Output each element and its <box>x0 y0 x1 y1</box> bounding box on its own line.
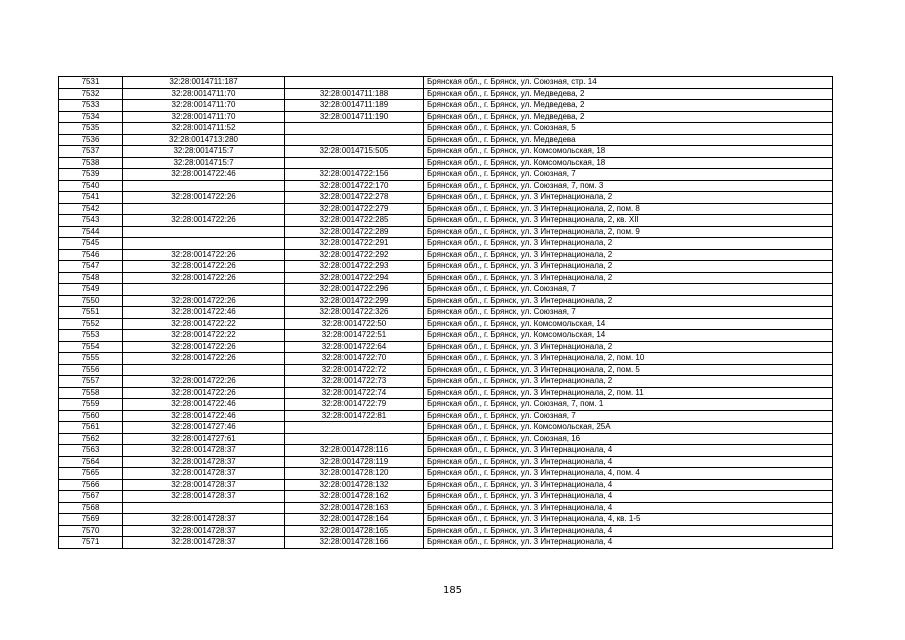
address-cell: Брянская обл., г. Брянск, ул. 3 Интернационала, 2 <box>424 238 833 250</box>
address-cell: Брянская обл., г. Брянск, ул. 3 Интернационала, 4, пом. 4 <box>424 468 833 480</box>
object-cadastral-number-cell: 32:28:0014722:64 <box>285 341 424 353</box>
address-cell: Брянская обл., г. Брянск, ул. Союзная, 7 <box>424 169 833 181</box>
object-cadastral-number-cell: 32:28:0014722:278 <box>285 192 424 204</box>
row-number-cell: 7562 <box>59 433 123 445</box>
table-row <box>59 226 833 238</box>
address-cell: Брянская обл., г. Брянск, ул. 3 Интернационала, 4 <box>424 491 833 503</box>
parcel-cadastral-number-cell: 32:28:0014728:37 <box>123 479 285 491</box>
address-cell: Брянская обл., г. Брянск, ул. 3 Интернационала, 2 <box>424 272 833 284</box>
row-number-cell: 7551 <box>59 307 123 319</box>
object-cadastral-number-cell <box>285 422 424 434</box>
parcel-cadastral-number-cell: 32:28:0014711:52 <box>123 123 285 135</box>
address-cell: Брянская обл., г. Брянск, ул. Союзная, 16 <box>424 433 833 445</box>
parcel-cadastral-number-cell: 32:28:0014722:26 <box>123 387 285 399</box>
row-number-cell: 7544 <box>59 226 123 238</box>
table-row <box>59 525 833 537</box>
address-cell: Брянская обл., г. Брянск, ул. 3 Интернационала, 4 <box>424 456 833 468</box>
parcel-cadastral-number-cell: 32:28:0014727:46 <box>123 422 285 434</box>
table-row <box>59 445 833 457</box>
address-cell: Брянская обл., г. Брянск, ул. 3 Интернационала, 2, пом. 11 <box>424 387 833 399</box>
parcel-cadastral-number-cell: 32:28:0014722:26 <box>123 341 285 353</box>
parcel-cadastral-number-cell <box>123 502 285 514</box>
address-cell: Брянская обл., г. Брянск, ул. 3 Интернационала, 4, кв. 1-5 <box>424 514 833 526</box>
address-cell: Брянская обл., г. Брянск, ул. 3 Интернационала, 4 <box>424 479 833 491</box>
address-cell: Брянская обл., г. Брянск, ул. Комсомольская, 18 <box>424 157 833 169</box>
parcel-cadastral-number-cell: 32:28:0014728:37 <box>123 525 285 537</box>
address-cell: Брянская обл., г. Брянск, ул. Союзная, 7 <box>424 307 833 319</box>
table-row <box>59 456 833 468</box>
object-cadastral-number-cell: 32:28:0014711:189 <box>285 100 424 112</box>
row-number-cell: 7552 <box>59 318 123 330</box>
table-row <box>59 146 833 158</box>
parcel-cadastral-number-cell: 32:28:0014728:37 <box>123 537 285 549</box>
address-cell: Брянская обл., г. Брянск, ул. Медведева, 2 <box>424 88 833 100</box>
row-number-cell: 7556 <box>59 364 123 376</box>
address-cell: Брянская обл., г. Брянск, ул. 3 Интернационала, 2 <box>424 249 833 261</box>
table-row <box>59 215 833 227</box>
row-number-cell: 7539 <box>59 169 123 181</box>
address-cell: Брянская обл., г. Брянск, ул. Медведева, 2 <box>424 111 833 123</box>
address-cell: Брянская обл., г. Брянск, ул. Союзная, 7 <box>424 410 833 422</box>
parcel-cadastral-number-cell: 32:28:0014722:26 <box>123 353 285 365</box>
parcel-cadastral-number-cell: 32:28:0014728:37 <box>123 468 285 480</box>
object-cadastral-number-cell: 32:28:0014722:279 <box>285 203 424 215</box>
parcel-cadastral-number-cell <box>123 226 285 238</box>
row-number-cell: 7533 <box>59 100 123 112</box>
row-number-cell: 7553 <box>59 330 123 342</box>
table-row <box>59 376 833 388</box>
parcel-cadastral-number-cell: 32:28:0014722:26 <box>123 192 285 204</box>
address-cell: Брянская обл., г. Брянск, ул. Комсомольская, 14 <box>424 318 833 330</box>
object-cadastral-number-cell: 32:28:0014722:50 <box>285 318 424 330</box>
object-cadastral-number-cell: 32:28:0014722:326 <box>285 307 424 319</box>
object-cadastral-number-cell: 32:28:0014722:292 <box>285 249 424 261</box>
address-cell: Брянская обл., г. Брянск, ул. Союзная, 7 <box>424 284 833 296</box>
parcel-cadastral-number-cell: 32:28:0014722:22 <box>123 318 285 330</box>
row-number-cell: 7531 <box>59 77 123 89</box>
address-cell: Брянская обл., г. Брянск, ул. Комсомольская, 18 <box>424 146 833 158</box>
row-number-cell: 7549 <box>59 284 123 296</box>
address-cell: Брянская обл., г. Брянск, ул. Медведева <box>424 134 833 146</box>
table-row <box>59 192 833 204</box>
table-row <box>59 399 833 411</box>
row-number-cell: 7534 <box>59 111 123 123</box>
table-row <box>59 134 833 146</box>
cadastral-table-body <box>59 77 833 549</box>
parcel-cadastral-number-cell: 32:28:0014715:7 <box>123 157 285 169</box>
row-number-cell: 7570 <box>59 525 123 537</box>
parcel-cadastral-number-cell: 32:28:0014728:37 <box>123 514 285 526</box>
parcel-cadastral-number-cell <box>123 364 285 376</box>
address-cell: Брянская обл., г. Брянск, ул. Медведева, 2 <box>424 100 833 112</box>
table-row <box>59 433 833 445</box>
address-cell: Брянская обл., г. Брянск, ул. Комсомольская, 14 <box>424 330 833 342</box>
table-row <box>59 272 833 284</box>
address-cell: Брянская обл., г. Брянск, ул. 3 Интернационала, 2 <box>424 295 833 307</box>
table-row <box>59 318 833 330</box>
row-number-cell: 7541 <box>59 192 123 204</box>
table-row <box>59 238 833 250</box>
row-number-cell: 7545 <box>59 238 123 250</box>
parcel-cadastral-number-cell: 32:28:0014722:26 <box>123 376 285 388</box>
parcel-cadastral-number-cell: 32:28:0014722:46 <box>123 169 285 181</box>
address-cell: Брянская обл., г. Брянск, ул. 3 Интернационала, 4 <box>424 445 833 457</box>
object-cadastral-number-cell: 32:28:0014722:285 <box>285 215 424 227</box>
address-cell: Брянская обл., г. Брянск, ул. Комсомольская, 25А <box>424 422 833 434</box>
object-cadastral-number-cell: 32:28:0014722:81 <box>285 410 424 422</box>
parcel-cadastral-number-cell: 32:28:0014722:26 <box>123 215 285 227</box>
parcel-cadastral-number-cell: 32:28:0014711:70 <box>123 88 285 100</box>
object-cadastral-number-cell: 32:28:0014722:156 <box>285 169 424 181</box>
address-cell: Брянская обл., г. Брянск, ул. Союзная, 5 <box>424 123 833 135</box>
object-cadastral-number-cell: 32:28:0014722:294 <box>285 272 424 284</box>
object-cadastral-number-cell: 32:28:0014728:163 <box>285 502 424 514</box>
address-cell: Брянская обл., г. Брянск, ул. 3 Интернационала, 2, пом. 8 <box>424 203 833 215</box>
address-cell: Брянская обл., г. Брянск, ул. 3 Интернационала, 4 <box>424 537 833 549</box>
row-number-cell: 7550 <box>59 295 123 307</box>
parcel-cadastral-number-cell: 32:28:0014711:187 <box>123 77 285 89</box>
parcel-cadastral-number-cell <box>123 238 285 250</box>
object-cadastral-number-cell <box>285 123 424 135</box>
object-cadastral-number-cell: 32:28:0014722:72 <box>285 364 424 376</box>
page-number: 185 <box>442 585 463 596</box>
table-row <box>59 261 833 273</box>
address-cell: Брянская обл., г. Брянск, ул. Союзная, 7, пом. 3 <box>424 180 833 192</box>
row-number-cell: 7540 <box>59 180 123 192</box>
table-row <box>59 180 833 192</box>
parcel-cadastral-number-cell: 32:28:0014722:46 <box>123 410 285 422</box>
object-cadastral-number-cell <box>285 134 424 146</box>
parcel-cadastral-number-cell <box>123 203 285 215</box>
object-cadastral-number-cell: 32:28:0014722:299 <box>285 295 424 307</box>
row-number-cell: 7568 <box>59 502 123 514</box>
object-cadastral-number-cell: 32:28:0014722:296 <box>285 284 424 296</box>
row-number-cell: 7569 <box>59 514 123 526</box>
table-row <box>59 249 833 261</box>
object-cadastral-number-cell: 32:28:0014722:170 <box>285 180 424 192</box>
parcel-cadastral-number-cell <box>123 180 285 192</box>
row-number-cell: 7546 <box>59 249 123 261</box>
object-cadastral-number-cell <box>285 433 424 445</box>
object-cadastral-number-cell: 32:28:0014728:162 <box>285 491 424 503</box>
row-number-cell: 7560 <box>59 410 123 422</box>
address-cell: Брянская обл., г. Брянск, ул. 3 Интернационала, 2, кв. XII <box>424 215 833 227</box>
object-cadastral-number-cell <box>285 157 424 169</box>
address-cell: Брянская обл., г. Брянск, ул. 3 Интернационала, 4 <box>424 525 833 537</box>
table-row <box>59 364 833 376</box>
object-cadastral-number-cell: 32:28:0014722:79 <box>285 399 424 411</box>
parcel-cadastral-number-cell: 32:28:0014715:7 <box>123 146 285 158</box>
parcel-cadastral-number-cell: 32:28:0014711:70 <box>123 111 285 123</box>
parcel-cadastral-number-cell: 32:28:0014728:37 <box>123 456 285 468</box>
parcel-cadastral-number-cell: 32:28:0014722:26 <box>123 261 285 273</box>
address-cell: Брянская обл., г. Брянск, ул. 3 Интернационала, 2, пом. 9 <box>424 226 833 238</box>
table-row <box>59 77 833 89</box>
row-number-cell: 7542 <box>59 203 123 215</box>
row-number-cell: 7561 <box>59 422 123 434</box>
address-cell: Брянская обл., г. Брянск, ул. Союзная, 7, пом. 1 <box>424 399 833 411</box>
parcel-cadastral-number-cell: 32:28:0014728:37 <box>123 445 285 457</box>
parcel-cadastral-number-cell: 32:28:0014713:280 <box>123 134 285 146</box>
table-row <box>59 422 833 434</box>
object-cadastral-number-cell: 32:28:0014722:74 <box>285 387 424 399</box>
row-number-cell: 7554 <box>59 341 123 353</box>
address-cell: Брянская обл., г. Брянск, ул. 3 Интернационала, 2 <box>424 192 833 204</box>
table-row <box>59 203 833 215</box>
row-number-cell: 7566 <box>59 479 123 491</box>
row-number-cell: 7536 <box>59 134 123 146</box>
object-cadastral-number-cell: 32:28:0014722:51 <box>285 330 424 342</box>
table-row <box>59 502 833 514</box>
row-number-cell: 7565 <box>59 468 123 480</box>
row-number-cell: 7557 <box>59 376 123 388</box>
object-cadastral-number-cell: 32:28:0014722:291 <box>285 238 424 250</box>
object-cadastral-number-cell: 32:28:0014728:132 <box>285 479 424 491</box>
object-cadastral-number-cell: 32:28:0014722:293 <box>285 261 424 273</box>
row-number-cell: 7564 <box>59 456 123 468</box>
object-cadastral-number-cell: 32:28:0014711:188 <box>285 88 424 100</box>
row-number-cell: 7532 <box>59 88 123 100</box>
object-cadastral-number-cell: 32:28:0014728:166 <box>285 537 424 549</box>
object-cadastral-number-cell: 32:28:0014728:119 <box>285 456 424 468</box>
parcel-cadastral-number-cell: 32:28:0014722:46 <box>123 399 285 411</box>
object-cadastral-number-cell: 32:28:0014722:289 <box>285 226 424 238</box>
table-row <box>59 169 833 181</box>
table-row <box>59 123 833 135</box>
table-row <box>59 157 833 169</box>
row-number-cell: 7559 <box>59 399 123 411</box>
table-row <box>59 491 833 503</box>
row-number-cell: 7558 <box>59 387 123 399</box>
table-row <box>59 353 833 365</box>
row-number-cell: 7571 <box>59 537 123 549</box>
row-number-cell: 7555 <box>59 353 123 365</box>
object-cadastral-number-cell: 32:28:0014728:164 <box>285 514 424 526</box>
address-cell: Брянская обл., г. Брянск, ул. 3 Интернационала, 2, пом. 10 <box>424 353 833 365</box>
table-row <box>59 468 833 480</box>
row-number-cell: 7538 <box>59 157 123 169</box>
table-row <box>59 537 833 549</box>
row-number-cell: 7537 <box>59 146 123 158</box>
object-cadastral-number-cell: 32:28:0014728:120 <box>285 468 424 480</box>
table-row <box>59 387 833 399</box>
address-cell: Брянская обл., г. Брянск, ул. 3 Интернационала, 2 <box>424 376 833 388</box>
object-cadastral-number-cell: 32:28:0014722:73 <box>285 376 424 388</box>
row-number-cell: 7547 <box>59 261 123 273</box>
address-cell: Брянская обл., г. Брянск, ул. Союзная, стр. 14 <box>424 77 833 89</box>
parcel-cadastral-number-cell <box>123 284 285 296</box>
table-row <box>59 295 833 307</box>
table-row <box>59 479 833 491</box>
cadastral-table <box>58 76 833 549</box>
object-cadastral-number-cell: 32:28:0014728:116 <box>285 445 424 457</box>
row-number-cell: 7543 <box>59 215 123 227</box>
table-row <box>59 330 833 342</box>
parcel-cadastral-number-cell: 32:28:0014722:26 <box>123 249 285 261</box>
table-row <box>59 514 833 526</box>
address-cell: Брянская обл., г. Брянск, ул. 3 Интернационала, 2, пом. 5 <box>424 364 833 376</box>
parcel-cadastral-number-cell: 32:28:0014728:37 <box>123 491 285 503</box>
parcel-cadastral-number-cell: 32:28:0014722:46 <box>123 307 285 319</box>
table-row <box>59 307 833 319</box>
table-row <box>59 88 833 100</box>
parcel-cadastral-number-cell: 32:28:0014727:61 <box>123 433 285 445</box>
table-row <box>59 100 833 112</box>
table-row <box>59 341 833 353</box>
row-number-cell: 7563 <box>59 445 123 457</box>
parcel-cadastral-number-cell: 32:28:0014722:22 <box>123 330 285 342</box>
object-cadastral-number-cell <box>285 77 424 89</box>
object-cadastral-number-cell: 32:28:0014728:165 <box>285 525 424 537</box>
row-number-cell: 7567 <box>59 491 123 503</box>
object-cadastral-number-cell: 32:28:0014722:70 <box>285 353 424 365</box>
table-row <box>59 111 833 123</box>
row-number-cell: 7548 <box>59 272 123 284</box>
table-row <box>59 410 833 422</box>
object-cadastral-number-cell: 32:28:0014715:505 <box>285 146 424 158</box>
parcel-cadastral-number-cell: 32:28:0014722:26 <box>123 272 285 284</box>
parcel-cadastral-number-cell: 32:28:0014711:70 <box>123 100 285 112</box>
table-row <box>59 284 833 296</box>
address-cell: Брянская обл., г. Брянск, ул. 3 Интернационала, 2 <box>424 261 833 273</box>
address-cell: Брянская обл., г. Брянск, ул. 3 Интернационала, 2 <box>424 341 833 353</box>
object-cadastral-number-cell: 32:28:0014711:190 <box>285 111 424 123</box>
address-cell: Брянская обл., г. Брянск, ул. 3 Интернационала, 4 <box>424 502 833 514</box>
parcel-cadastral-number-cell: 32:28:0014722:26 <box>123 295 285 307</box>
row-number-cell: 7535 <box>59 123 123 135</box>
